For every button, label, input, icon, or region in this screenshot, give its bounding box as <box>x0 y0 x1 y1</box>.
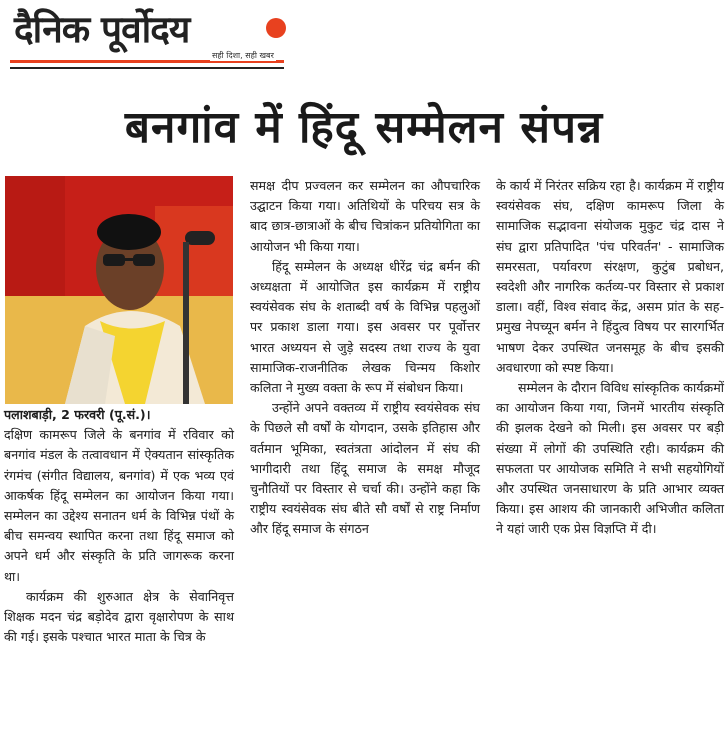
article-paragraph <box>4 405 234 587</box>
article-paragraph: समक्ष दीप प्रज्वलन कर सम्मेलन का औपचारिक उद्घाटन किया गया। अतिथियों के परिचय सत्र के बाद छात्र-छात्राओं के बीच चित्रांकन प्रतियोगिता का आयोजन भी किया गया। <box>250 178 480 254</box>
article-paragraph: कार्यक्रम की शुरुआत क्षेत्र के सेवानिवृत्त शिक्षक मदन चंद्र बड़ोदेव द्वारा वृक्षारोपण के साथ की गई। इसके पश्चात भारत माता के चित्र के <box>4 588 234 645</box>
masthead <box>10 6 290 74</box>
article-column-2 <box>250 176 480 540</box>
masthead-title: दैनिक पूर्वोदय <box>14 8 190 51</box>
masthead-rule-dark <box>10 67 284 69</box>
article-paragraph: उन्होंने अपने वक्तव्य में राष्ट्रीय स्वयंसेवक संघ के पिछले सौ वर्षों के योगदान, उसके इतिहास और वर्तमान भूमिका, स्वतंत्रता आंदोलन में संघ की भागीदारी तथा हिंदू समाज के समक्ष मौजूद चुनौतियों पर विस्तार से चर्चा की। उन्होंने कहा कि राष्ट्रीय स्वयंसेवक संघ बीते सौ वर्षों से राष्ट्र निर्माण और हिंदू समाज के संगठन <box>250 400 480 537</box>
article-text: दक्षिण कामरूप जिले के बनगांव में रविवार को बनगांव मंडल के तत्वावधान में ऐक्यतान सांस्कृतिक रंगमंच (संगीत विद्यालय, बनगांव) में एक भव्य एवं आकर्षक हिंदू सम्मेलन का आयोजन किया गया। सम्मेलन का उद्देश्य सनातन धर्म के विभिन्न पंथों के बीच समन्वय स्थापित करना तथा हिंदू समाज को अपने धर्म और संस्कृति के प्रति जागरूक करना था। <box>4 427 234 584</box>
article-column-1 <box>4 405 234 647</box>
dateline: पलाशबाड़ी, 2 फरवरी (पू.सं.)। <box>4 407 151 422</box>
speaker-photo <box>5 176 233 404</box>
speaker-photo-illustration <box>5 176 233 404</box>
masthead-sun-icon <box>266 18 286 38</box>
article-paragraph: के कार्य में निरंतर सक्रिय रहा है। कार्यक्रम में राष्ट्रीय स्वयंसेवक संघ, दक्षिण कामरूप जिला के सामाजिक सद्भावना संयोजक मुकुट चंद्र दास ने संघ द्वारा प्रतिपादित 'पंच परिवर्तन' - सामाजिक समरसता, पर्यावरण संरक्षण, कुटुंब प्रबोधन, स्वदेशी और नागरिक कर्तव्य-पर विस्तार से प्रकाश डाला। वहीं, विश्व संवाद केंद्र, असम प्रांत के सह-प्रमुख नेपच्यून बर्मन ने हिंदुत्व विषय पर सारगर्भित भाषण देकर उपस्थित जनसमूह के बीच इसकी अवधारणा को स्पष्ट किया। <box>496 178 724 375</box>
headline: बनगांव में हिंदू सम्मेलन संपन्न <box>124 102 604 153</box>
article-paragraph: सम्मेलन के दौरान विविध सांस्कृतिक कार्यक्रमों का आयोजन किया गया, जिनमें भारतीय संस्कृति की झलक देखने को मिली। इस अवसर पर बड़ी संख्या में लोगों की उपस्थिति रही। कार्यक्रम की सफलता पर आयोजक समिति ने सभी सहयोगियों और उपस्थित जनसाधारण के प्रति आभार व्यक्त किया। इस आशय की जानकारी अभिजीत कलिता ने यहां जारी एक प्रेस विज्ञप्ति में दी। <box>496 380 724 537</box>
masthead-tagline: सही दिशा, सही खबर <box>212 51 274 60</box>
article-column-3 <box>496 176 724 540</box>
article-paragraph: हिंदू सम्मेलन के अध्यक्ष धीरेंद्र चंद्र बर्मन की अध्यक्षता में आयोजित इस कार्यक्रम में राष्ट्रीय स्वयंसेवक संघ के शताब्दी वर्ष के विभिन्न पहलुओं पर प्रकाश डाला गया। इस अवसर पर पूर्वोत्तर भारत अध्ययन से जुड़े सदस्य तथा राज्य के युवा सामाजिक-राजनीतिक लेखक चिन्मय किशोर कलिता ने मुख्य वक्ता के रूप में संबोधन किया। <box>250 258 480 396</box>
